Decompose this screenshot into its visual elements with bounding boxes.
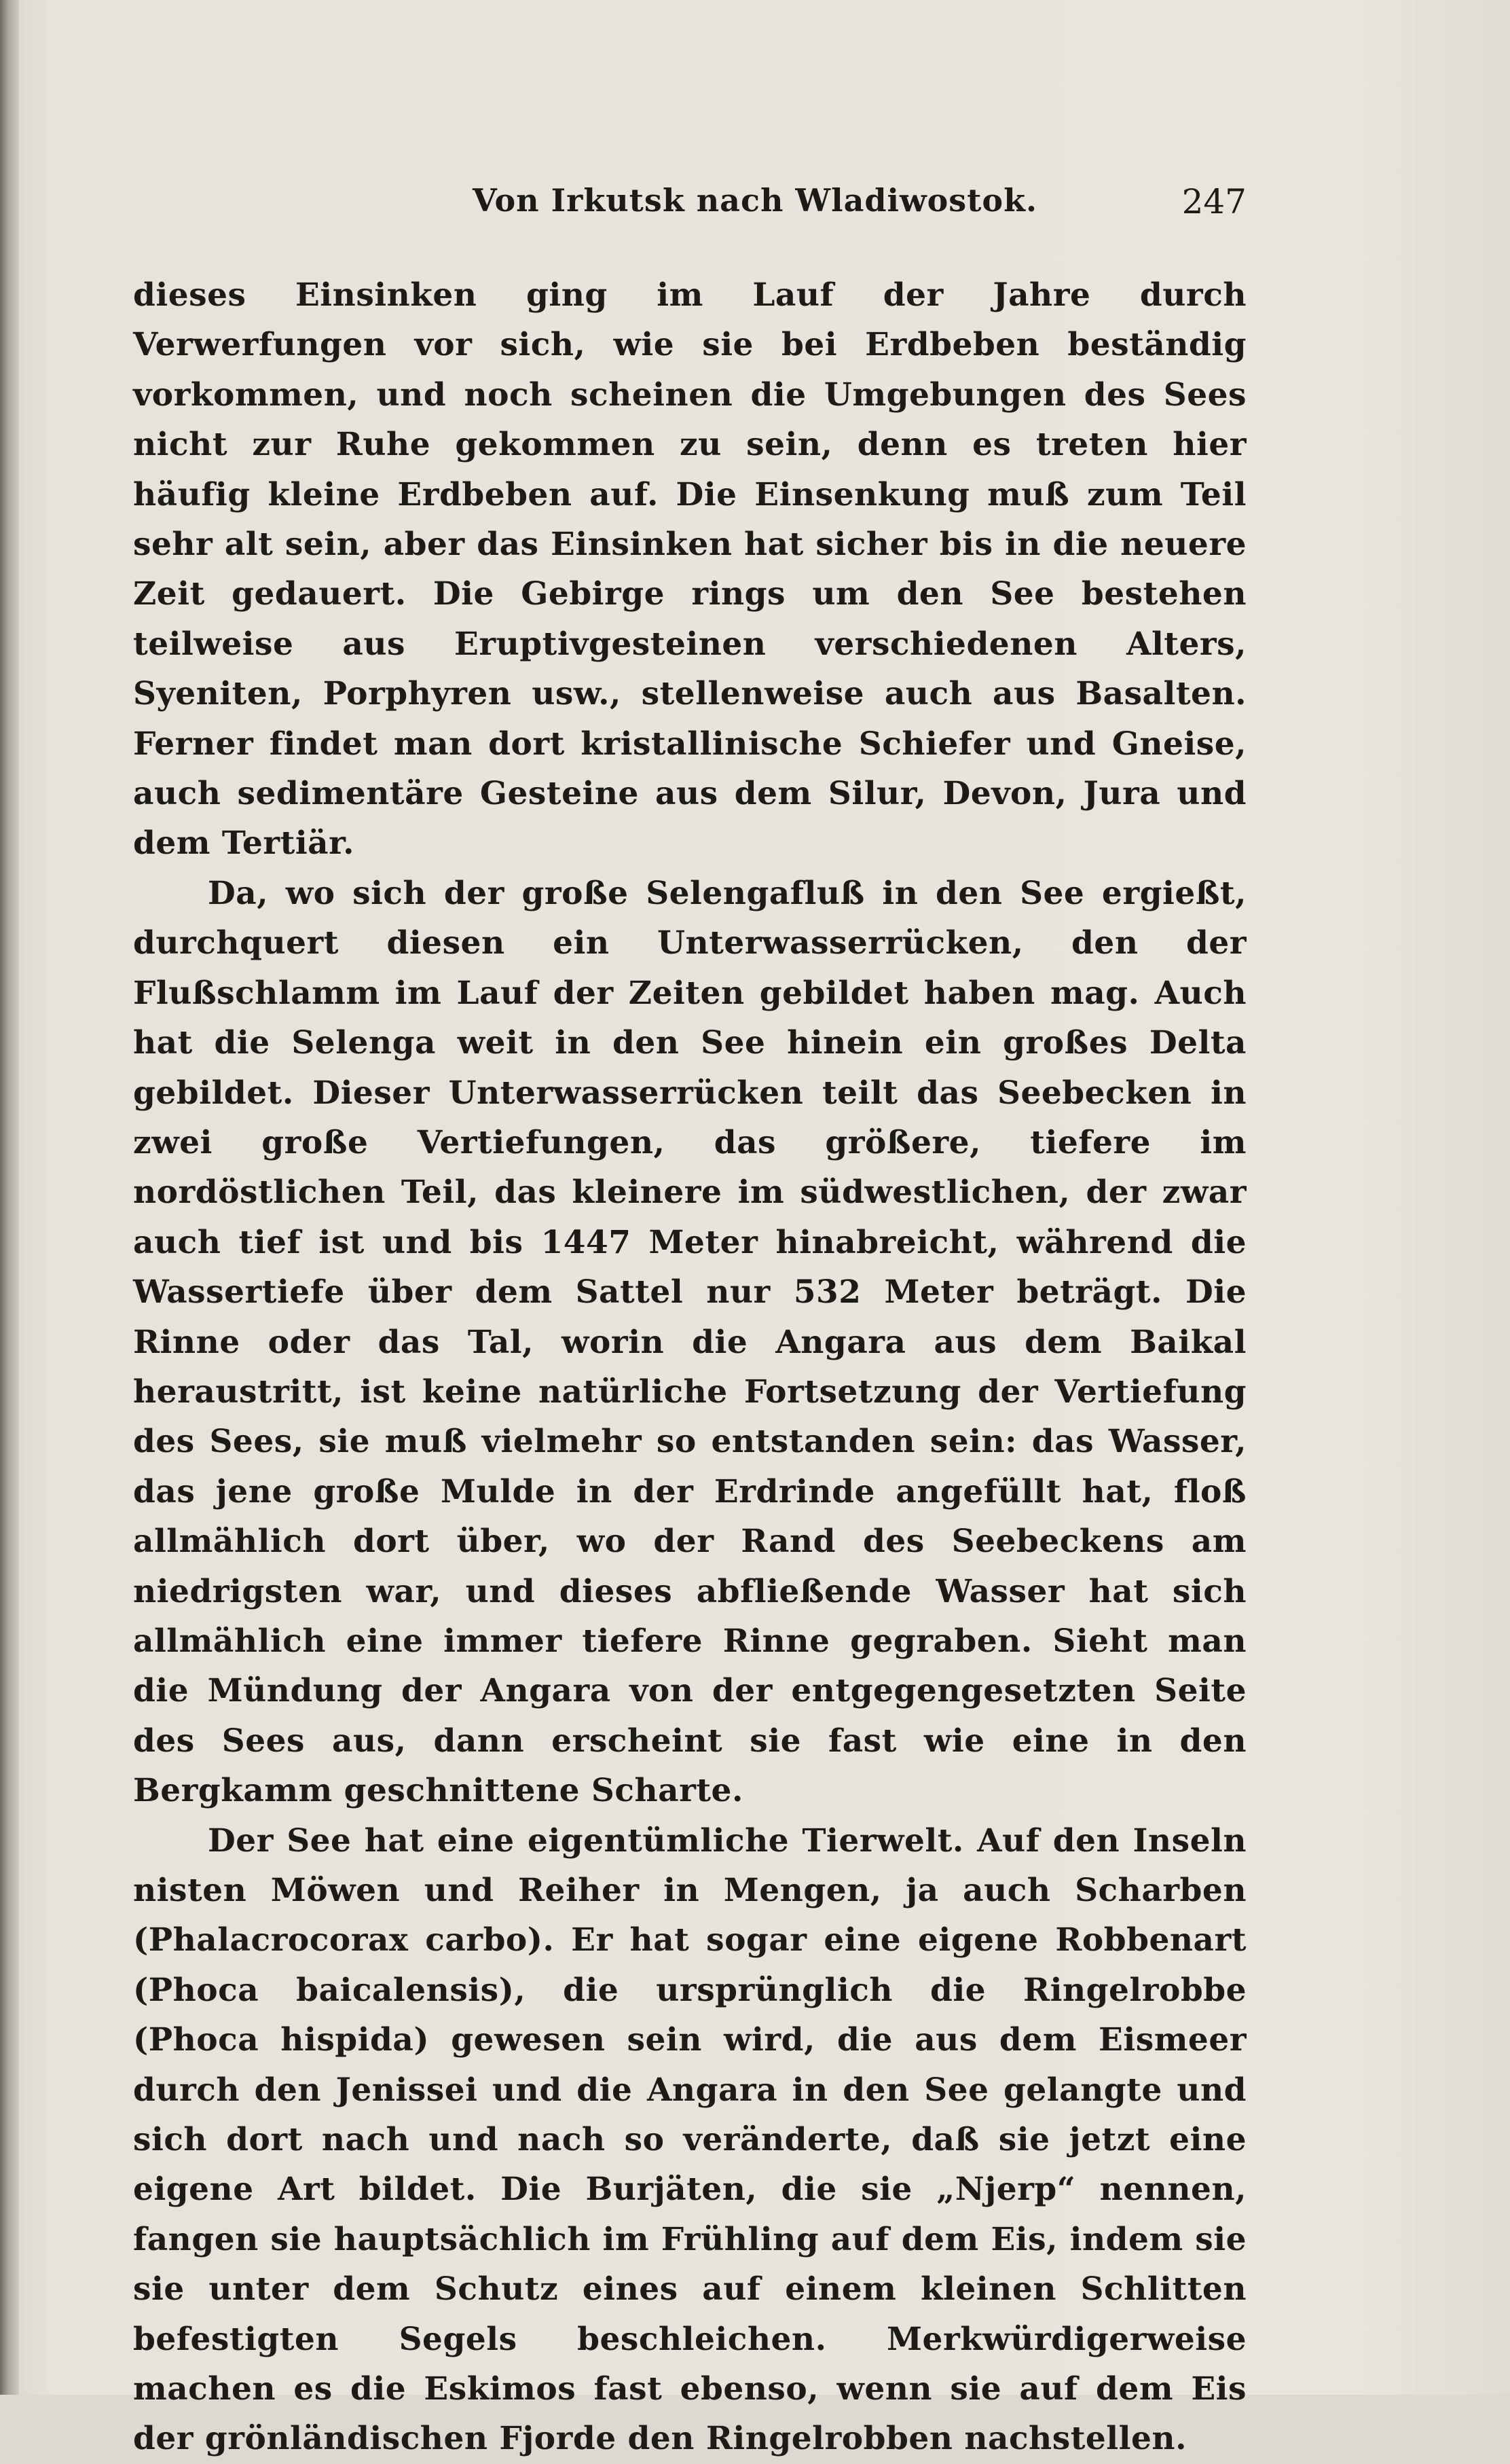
spine-shadow — [0, 0, 19, 2395]
running-head — [133, 182, 1247, 236]
paragraph: Der See hat eine eigentümliche Tierwelt. Auf den Inseln nisten Möwen und Reiher in Mengen, ja auch Scharben (Phalacrocorax carbo). Er hat sogar eine eigene Robbenart (Phoca baicalensis), die ursprünglich die Ringelrobbe (Phoca hispida) gewesen sein wird, die aus dem Eismeer durch den Jenissei und die Angara in den See gelangte und sich dort nach und nach so veränderte, daß sie jetzt eine eigene Art bildet. Die Burjäten, die sie „Njerp“ nennen, fangen sie hauptsächlich im Frühling auf dem Eis, indem sie sie unter dem Schutz eines auf einem kleinen Schlitten befestigten Segels beschleichen. Merkwürdigerweise machen es die Eskimos fast ebenso, wenn sie auf dem Eis der grönländischen Fjorde den Ringelrobben nachstellen. — [133, 1822, 1247, 2458]
paragraph: Da, wo sich der große Selengafluß in den See ergießt, durchquert diesen ein Unterwasserrücken, den der Flußschlamm im Lauf der Zeiten gebildet haben mag. Auch hat die Selenga weit in den See hinein ein großes Delta gebildet. Dieser Unterwasserrücken teilt das Seebecken in zwei große Vertiefungen, das größere, tiefere im nordöstlichen Teil, das kleinere im südwestlichen, der zwar auch tief ist und bis 1447 Meter hinabreicht, während die Wassertiefe über dem Sattel nur 532 Meter beträgt. Die Rinne oder das Tal, worin die Angara aus dem Baikal heraustritt, ist keine natürliche Fortsetzung der Vertiefung des Sees, sie muß vielmehr so entstanden sein: das Wasser, das jene große Mulde in der Erdrinde angefüllt hat, floß allmählich dort über, wo der Rand des Seebeckens am niedrigsten war, und dieses abfließende Wasser hat sich allmählich eine immer tiefere Rinne gegraben. Sieht man die Mündung der Angara von der entgegengesetzten Seite des Sees aus, dann erscheint sie fast wie eine in den Bergkamm geschnittene Scharte. — [133, 874, 1247, 1810]
paragraph: dieses Einsinken ging im Lauf der Jahre durch Verwerfungen vor sich, wie sie bei Erdbeben beständig vorkommen, und noch scheinen die Umgebungen des Sees nicht zur Ruhe gekommen zu sein, denn es treten hier häufig kleine Erdbeben auf. Die Einsenkung muß zum Teil sehr alt sein, aber das Einsinken hat sicher bis in die neuere Zeit gedauert. Die Gebirge rings um den See bestehen teilweise aus Eruptivgesteinen verschiedenen Alters, Syeniten, Porphyren usw., stellenweise auch aus Basalten. Ferner findet man dort kristallinische Schiefer und Gneise, auch sedimentäre Gesteine aus dem Silur, Devon, Jura und dem Tertiär. — [133, 276, 1247, 863]
running-head-title: Von Irkutsk nach Wladiwostok. — [473, 182, 1038, 219]
page-number: 247 — [1181, 182, 1247, 221]
body-text — [133, 270, 1247, 2464]
